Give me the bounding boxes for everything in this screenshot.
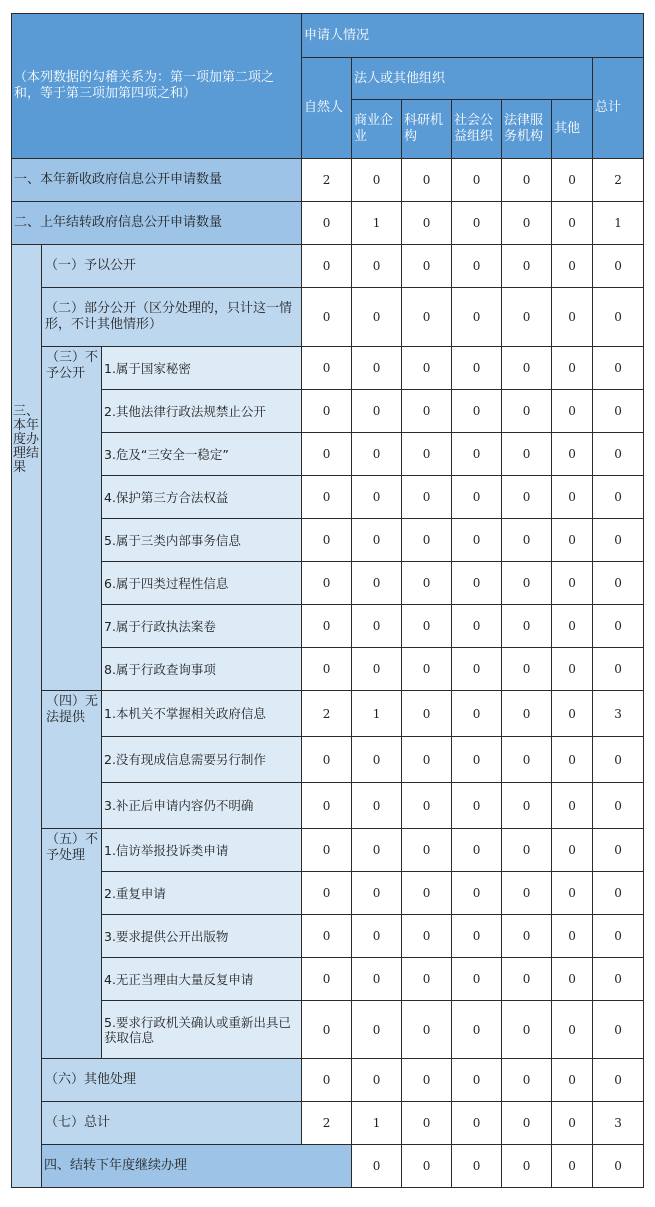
value-cell: 0 <box>402 605 452 648</box>
value-cell: 0 <box>452 1001 502 1059</box>
value-cell: 0 <box>552 783 593 829</box>
value-cell: 0 <box>302 347 352 390</box>
value-cell: 0 <box>352 872 402 915</box>
value-cell: 0 <box>593 783 644 829</box>
value-cell: 0 <box>502 915 552 958</box>
value-cell: 0 <box>352 1059 402 1102</box>
value-cell: 0 <box>593 1145 644 1188</box>
value-cell: 0 <box>502 1001 552 1059</box>
value-cell: 0 <box>502 202 552 245</box>
value-cell: 0 <box>402 783 452 829</box>
value-cell: 0 <box>302 783 352 829</box>
value-cell: 0 <box>593 1059 644 1102</box>
value-cell: 0 <box>302 476 352 519</box>
value-cell: 0 <box>502 390 552 433</box>
value-cell: 0 <box>552 958 593 1001</box>
value-cell: 0 <box>302 958 352 1001</box>
value-cell: 1 <box>352 1102 402 1145</box>
value-cell: 0 <box>302 1001 352 1059</box>
value-cell: 0 <box>502 829 552 872</box>
value-cell: 0 <box>402 519 452 562</box>
total-header-label: 总计 <box>595 100 622 115</box>
value-cell: 0 <box>352 915 402 958</box>
item-label: 7.属于行政执法案卷 <box>102 605 302 648</box>
value-cell: 0 <box>593 519 644 562</box>
value-cell: 1 <box>593 202 644 245</box>
value-cell: 0 <box>452 783 502 829</box>
sub-header-research <box>402 100 452 159</box>
value-cell: 0 <box>502 691 552 737</box>
value-cell: 3 <box>593 691 644 737</box>
item-label: 6.属于四类过程性信息 <box>102 562 302 605</box>
natural-person-label: 自然人 <box>304 100 344 115</box>
value-cell: 1 <box>352 691 402 737</box>
value-cell: 0 <box>593 433 644 476</box>
legal-entity-label: 法人或其他组织 <box>354 70 446 86</box>
value-cell: 0 <box>452 159 502 202</box>
value-cell: 0 <box>502 519 552 562</box>
value-cell: 0 <box>593 915 644 958</box>
value-cell: 0 <box>452 519 502 562</box>
value-cell: 0 <box>302 288 352 347</box>
value-cell: 0 <box>302 202 352 245</box>
value-cell: 0 <box>593 872 644 915</box>
value-cell: 0 <box>352 288 402 347</box>
sub-header-label: 社会公益组织 <box>454 113 494 144</box>
value-cell: 0 <box>402 1102 452 1145</box>
value-cell: 0 <box>352 390 402 433</box>
sub-header-commercial <box>352 100 402 159</box>
value-cell: 0 <box>302 433 352 476</box>
item-label: 3.危及“三安全一稳定” <box>102 433 302 476</box>
value-cell: 0 <box>452 390 502 433</box>
sub-header-label: 科研机构 <box>404 113 444 144</box>
value-cell: 0 <box>352 829 402 872</box>
item-label: 1.属于国家秘密 <box>102 347 302 390</box>
row-label-carry-forward: 四、结转下年度继续办理 <box>42 1145 352 1188</box>
value-cell: 0 <box>502 1102 552 1145</box>
group-label-unable-to-provide: （四）无法提供 <box>42 691 102 829</box>
value-cell: 0 <box>352 562 402 605</box>
value-cell: 0 <box>452 605 502 648</box>
value-cell: 0 <box>352 159 402 202</box>
value-cell: 0 <box>552 159 593 202</box>
value-cell: 0 <box>402 829 452 872</box>
value-cell: 0 <box>552 1145 593 1188</box>
value-cell: 0 <box>352 783 402 829</box>
value-cell: 0 <box>302 872 352 915</box>
value-cell: 0 <box>452 648 502 691</box>
value-cell: 0 <box>552 476 593 519</box>
applicant-header <box>302 14 644 58</box>
value-cell: 0 <box>593 288 644 347</box>
item-label: 2.没有现成信息需要另行制作 <box>102 737 302 783</box>
value-cell: 0 <box>352 347 402 390</box>
value-cell: 0 <box>502 605 552 648</box>
sub-header-public-welfare <box>452 100 502 159</box>
value-cell: 0 <box>452 288 502 347</box>
value-cell: 0 <box>402 159 452 202</box>
item-label: 5.要求行政机关确认或重新出具已获取信息 <box>102 1001 302 1059</box>
legal-entity-header <box>352 58 593 100</box>
value-cell: 0 <box>402 288 452 347</box>
value-cell: 0 <box>502 1059 552 1102</box>
value-cell: 0 <box>502 958 552 1001</box>
value-cell: 2 <box>302 1102 352 1145</box>
sub-header-label: 商业企业 <box>354 113 394 144</box>
value-cell: 0 <box>352 648 402 691</box>
value-cell: 0 <box>402 202 452 245</box>
value-cell: 0 <box>552 872 593 915</box>
value-cell: 0 <box>402 872 452 915</box>
value-cell: 0 <box>352 605 402 648</box>
value-cell: 0 <box>452 1059 502 1102</box>
value-cell: 0 <box>402 245 452 288</box>
value-cell: 0 <box>402 958 452 1001</box>
sub-header-label: 法律服务机构 <box>504 113 544 144</box>
value-cell: 0 <box>352 1001 402 1059</box>
value-cell: 0 <box>352 245 402 288</box>
value-cell: 0 <box>552 562 593 605</box>
value-cell: 0 <box>593 737 644 783</box>
value-cell: 0 <box>452 872 502 915</box>
value-cell: 0 <box>352 1145 402 1188</box>
disclosure-statistics-table <box>11 13 644 1188</box>
value-cell: 0 <box>452 691 502 737</box>
value-cell: 0 <box>552 829 593 872</box>
value-cell: 0 <box>352 519 402 562</box>
natural-person-header <box>302 58 352 159</box>
value-cell: 0 <box>552 1001 593 1059</box>
value-cell: 0 <box>352 737 402 783</box>
item-label: 1.本机关不掌握相关政府信息 <box>102 691 302 737</box>
value-cell: 0 <box>302 390 352 433</box>
value-cell: 0 <box>402 347 452 390</box>
value-cell: 0 <box>452 245 502 288</box>
value-cell: 0 <box>502 433 552 476</box>
value-cell: 0 <box>552 519 593 562</box>
value-cell: 0 <box>593 390 644 433</box>
group-label-not-disclosed: （三）不予公开 <box>42 347 102 691</box>
value-cell: 0 <box>302 1059 352 1102</box>
value-cell: 0 <box>593 829 644 872</box>
sub-header-other <box>552 100 593 159</box>
item-label: 1.信访举报投诉类申请 <box>102 829 302 872</box>
value-cell: 0 <box>552 390 593 433</box>
value-cell: 0 <box>452 829 502 872</box>
item-label: 4.无正当理由大量反复申请 <box>102 958 302 1001</box>
value-cell: 0 <box>593 347 644 390</box>
item-label: 5.属于三类内部事务信息 <box>102 519 302 562</box>
value-cell: 0 <box>552 288 593 347</box>
value-cell: 0 <box>302 829 352 872</box>
section-3-label: 三、本年度办理结果 <box>12 245 42 1188</box>
item-label: 2.重复申请 <box>102 872 302 915</box>
group-label-not-processed: （五）不予处理 <box>42 829 102 1059</box>
value-cell: 0 <box>552 605 593 648</box>
value-cell: 0 <box>352 433 402 476</box>
value-cell: 0 <box>402 476 452 519</box>
value-cell: 0 <box>502 872 552 915</box>
value-cell: 2 <box>302 159 352 202</box>
value-cell: 0 <box>452 476 502 519</box>
value-cell: 0 <box>502 245 552 288</box>
sub-header-label: 其他 <box>554 121 581 136</box>
value-cell: 0 <box>402 648 452 691</box>
value-cell: 0 <box>302 519 352 562</box>
value-cell: 0 <box>552 648 593 691</box>
row-label-other-handling: （六）其他处理 <box>42 1059 302 1102</box>
item-label: 3.补正后申请内容仍不明确 <box>102 783 302 829</box>
row-label-section-total: （七）总计 <box>42 1102 302 1145</box>
value-cell: 0 <box>552 737 593 783</box>
value-cell: 0 <box>552 1102 593 1145</box>
value-cell: 0 <box>402 1001 452 1059</box>
value-cell: 0 <box>502 159 552 202</box>
row-label-new-requests: 一、本年新收政府信息公开申请数量 <box>12 159 302 202</box>
value-cell: 0 <box>402 737 452 783</box>
value-cell: 0 <box>402 390 452 433</box>
value-cell: 0 <box>552 347 593 390</box>
value-cell: 0 <box>552 433 593 476</box>
value-cell: 0 <box>452 1145 502 1188</box>
row-label-disclosed: （一）予以公开 <box>42 245 302 288</box>
value-cell: 0 <box>593 605 644 648</box>
relationship-note-cell <box>12 14 302 159</box>
value-cell: 0 <box>402 1059 452 1102</box>
item-label: 3.要求提供公开出版物 <box>102 915 302 958</box>
value-cell: 0 <box>452 347 502 390</box>
applicant-header-label: 申请人情况 <box>304 27 370 43</box>
value-cell: 0 <box>502 737 552 783</box>
value-cell: 0 <box>352 958 402 1001</box>
value-cell: 0 <box>593 562 644 605</box>
value-cell: 0 <box>593 958 644 1001</box>
value-cell: 0 <box>502 783 552 829</box>
value-cell: 0 <box>452 915 502 958</box>
value-cell: 0 <box>552 915 593 958</box>
total-header <box>593 58 644 159</box>
value-cell: 0 <box>452 958 502 1001</box>
value-cell: 0 <box>593 1001 644 1059</box>
value-cell: 0 <box>502 1145 552 1188</box>
item-label: 8.属于行政查询事项 <box>102 648 302 691</box>
value-cell: 0 <box>302 245 352 288</box>
value-cell: 0 <box>502 476 552 519</box>
value-cell: 0 <box>452 1102 502 1145</box>
value-cell: 0 <box>302 915 352 958</box>
value-cell: 0 <box>502 562 552 605</box>
value-cell: 0 <box>302 648 352 691</box>
row-label-carried-over: 二、上年结转政府信息公开申请数量 <box>12 202 302 245</box>
value-cell: 0 <box>502 347 552 390</box>
item-label: 2.其他法律行政法规禁止公开 <box>102 390 302 433</box>
value-cell: 0 <box>552 691 593 737</box>
value-cell: 0 <box>502 288 552 347</box>
value-cell: 0 <box>302 605 352 648</box>
value-cell: 0 <box>452 202 502 245</box>
value-cell: 0 <box>452 737 502 783</box>
value-cell: 0 <box>593 245 644 288</box>
item-label: 4.保护第三方合法权益 <box>102 476 302 519</box>
value-cell: 0 <box>552 245 593 288</box>
value-cell: 3 <box>593 1102 644 1145</box>
value-cell: 0 <box>552 202 593 245</box>
value-cell: 0 <box>402 915 452 958</box>
value-cell: 0 <box>593 476 644 519</box>
value-cell: 0 <box>402 691 452 737</box>
relationship-note: （本列数据的勾稽关系为：第一项加第二项之和，等于第三项加第四项之和） <box>14 70 275 101</box>
value-cell: 0 <box>452 433 502 476</box>
row-label-partially-disclosed: （二）部分公开（区分处理的，只计这一情形，不计其他情形） <box>42 288 302 347</box>
sub-header-legal-service <box>502 100 552 159</box>
value-cell: 0 <box>402 1145 452 1188</box>
value-cell: 0 <box>502 648 552 691</box>
value-cell: 0 <box>452 562 502 605</box>
value-cell: 0 <box>402 433 452 476</box>
value-cell: 0 <box>352 476 402 519</box>
value-cell: 1 <box>352 202 402 245</box>
value-cell: 2 <box>302 691 352 737</box>
value-cell: 0 <box>402 562 452 605</box>
value-cell: 0 <box>302 562 352 605</box>
value-cell: 0 <box>552 1059 593 1102</box>
value-cell: 0 <box>593 648 644 691</box>
value-cell: 2 <box>593 159 644 202</box>
value-cell: 0 <box>302 737 352 783</box>
